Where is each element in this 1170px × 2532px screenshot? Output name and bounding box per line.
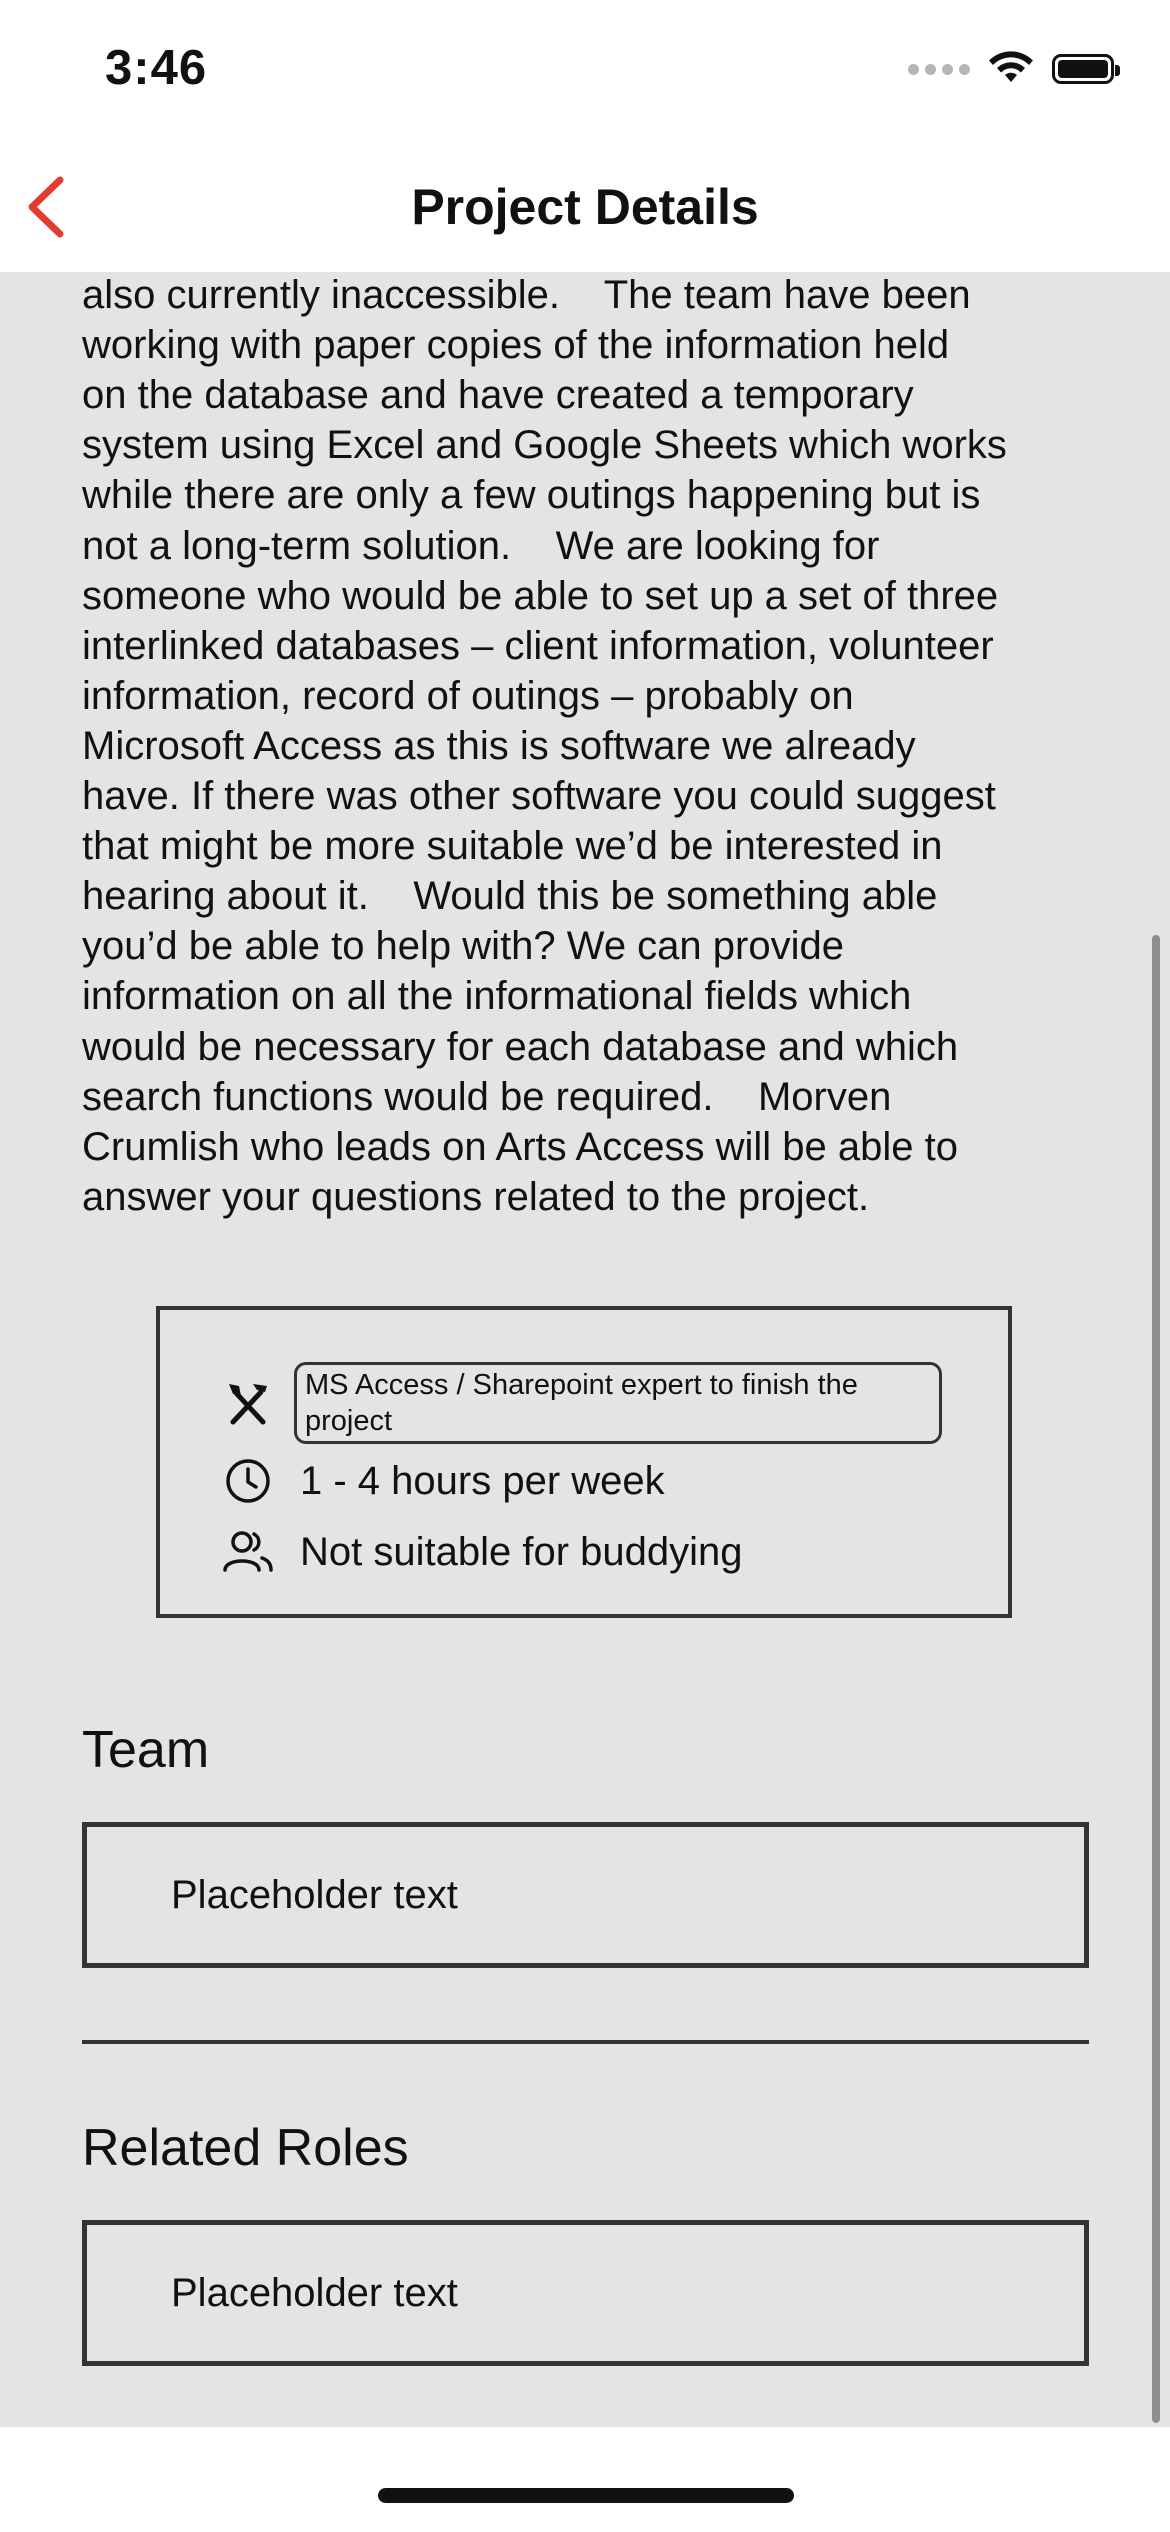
page-title: Project Details [411, 179, 759, 235]
project-details-scroll[interactable] [0, 272, 1170, 2427]
section-divider [82, 2040, 1089, 2044]
project-description: also currently inaccessible. The team have been working with paper copies of the information held on the database and have created a temporary system using Excel and Google Sheets which works while there are only a few outings happening but is not a long-term solution. We are looking for someone who would be able to set up a set of three interlinked databases – client information, volunteer information, record of outings – probably on Microsoft Access as this is software we already have. If there was other software you could suggest that might be more suitable we’d be interested in hearing about it. Would this be something able you’d be able to help with? We can provide information on all the informational fields which would be necessary for each database and which search functions would be required. Morven Crumlish who leads on Arts Access will be able to answer your questions related to the project. [82, 273, 1007, 1219]
buddying-row [222, 1526, 743, 1578]
related-roles-card[interactable] [82, 2220, 1089, 2366]
team-card[interactable] [82, 1822, 1089, 1968]
time-commitment: 1 - 4 hours per week [300, 1458, 665, 1503]
battery-icon [1052, 54, 1114, 84]
team-heading: Team [82, 1721, 210, 1779]
people-icon [222, 1526, 274, 1578]
project-info-card [156, 1306, 1012, 1618]
home-indicator[interactable] [378, 2488, 794, 2503]
clock-icon [222, 1455, 274, 1507]
cellular-signal-icon [908, 64, 970, 75]
time-commitment-row [222, 1455, 665, 1507]
wifi-icon [988, 52, 1034, 86]
top-bar [0, 0, 1170, 272]
skill-row [222, 1362, 942, 1444]
status-time: 3:46 [105, 41, 208, 95]
status-icons [908, 52, 1114, 86]
team-placeholder: Placeholder text [171, 1872, 458, 1917]
buddying-status: Not suitable for buddying [300, 1529, 743, 1574]
vertical-scrollbar[interactable] [1152, 935, 1160, 2423]
skill-chip: MS Access / Sharepoint expert to finish the project [294, 1362, 942, 1444]
related-roles-placeholder: Placeholder text [171, 2270, 458, 2315]
bottom-safe-area [0, 2427, 1170, 2532]
related-roles-heading: Related Roles [82, 2119, 409, 2177]
hammer-wrench-icon [222, 1377, 274, 1429]
